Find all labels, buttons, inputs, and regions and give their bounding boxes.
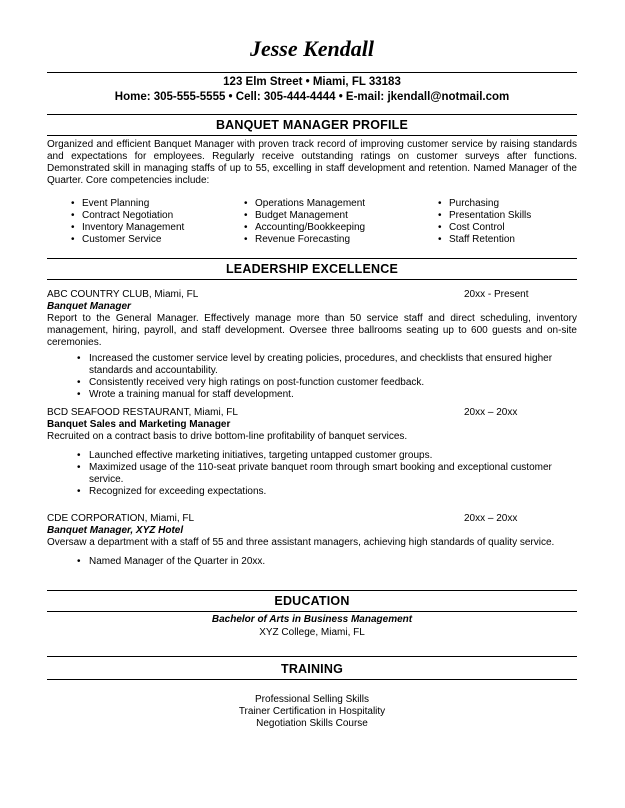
experience-heading: LEADERSHIP EXCELLENCE xyxy=(225,262,399,276)
experience-top-rule xyxy=(47,258,577,259)
job-position: Banquet Sales and Marketing Manager xyxy=(47,419,231,430)
header-divider xyxy=(47,72,577,73)
list-item: • Wrote a training manual for staff development. xyxy=(77,389,572,401)
profile-summary: Organized and efficient Banquet Manager with proven track record of improving customer service by raising standards and expectations for employees. Regularly receive outstanding ratings on customer surveys after functions. Demonstrated skill in managing staffs of up to 55, excelling in staff development and retention. Named Manager of the Quarter. Core competencies include: xyxy=(47,139,577,186)
competency-item: • Operations Management xyxy=(242,198,365,210)
training-item: Negotiation Skills Course xyxy=(256,718,368,729)
profile-heading: BANQUET MANAGER PROFILE xyxy=(215,118,409,132)
competency-item: • Presentation Skills xyxy=(436,210,531,222)
competency-column-2 xyxy=(242,198,365,246)
education-top-rule xyxy=(47,590,577,591)
list-item: • Maximized usage of the 110-seat private banquet room through smart booking and exceptional customer service. xyxy=(77,462,572,486)
job-dates: 20xx - Present xyxy=(464,289,529,300)
job-description: Oversaw a department with a staff of 55 and three assistant managers, achieving high standards of quality service. xyxy=(47,537,555,548)
competency-item: • Budget Management xyxy=(242,210,365,222)
job-employer: CDE CORPORATION, Miami, FL xyxy=(47,513,195,524)
address-line: 123 Elm Street • Miami, FL 33183 xyxy=(223,76,401,88)
competency-item: • Contract Negotiation xyxy=(69,210,184,222)
competency-column-1 xyxy=(69,198,184,246)
list-item: • Increased the customer service level by creating policies, procedures, and checklists that ensured higher standards and accountability. xyxy=(77,353,572,377)
list-item: • Consistently received very high ratings on post-function customer feedback. xyxy=(77,377,572,389)
profile-bottom-rule xyxy=(47,135,577,136)
candidate-name: Jesse Kendall xyxy=(249,36,375,61)
job-header xyxy=(47,289,577,301)
job-header xyxy=(47,407,577,419)
competency-item: • Event Planning xyxy=(69,198,184,210)
competency-item: • Customer Service xyxy=(69,234,184,246)
list-item: • Recognized for exceeding expectations. xyxy=(77,486,572,498)
contact-line: Home: 305-555-5555 • Cell: 305-444-4444 • E-mail: jkendall@notmail.com xyxy=(114,91,510,103)
job-position: Banquet Manager, XYZ Hotel xyxy=(47,525,184,536)
job-bullets xyxy=(77,450,572,498)
competency-item: • Accounting/Bookkeeping xyxy=(242,222,365,234)
job-bullets xyxy=(77,556,572,568)
training-top-rule xyxy=(47,656,577,657)
job-description: Recruited on a contract basis to drive bottom-line profitability of banquet services. xyxy=(47,431,408,442)
job-header xyxy=(47,513,577,525)
training-item: Trainer Certification in Hospitality xyxy=(238,706,386,717)
training-item: Professional Selling Skills xyxy=(255,694,369,705)
education-bottom-rule xyxy=(47,611,577,612)
experience-bottom-rule xyxy=(47,279,577,280)
job-description: Report to the General Manager. Effectively manage more than 50 service staff and direct scheduling, inventory management, hiring, payroll, and staff development. Oversee three ballrooms seating up to 600 guests and on-site ceremonies. xyxy=(47,313,577,348)
competency-item: • Inventory Management xyxy=(69,222,184,234)
list-item: • Launched effective marketing initiatives, targeting untapped customer groups. xyxy=(77,450,572,462)
profile-top-rule xyxy=(47,114,577,115)
education-heading: EDUCATION xyxy=(274,594,350,608)
competency-item: • Revenue Forecasting xyxy=(242,234,365,246)
education-school: XYZ College, Miami, FL xyxy=(259,627,365,638)
job-bullets xyxy=(77,353,572,401)
job-employer: BCD SEAFOOD RESTAURANT, Miami, FL xyxy=(47,407,238,418)
job-position: Banquet Manager xyxy=(47,301,131,312)
job-dates: 20xx – 20xx xyxy=(464,513,518,524)
training-heading: TRAINING xyxy=(280,662,343,676)
job-dates: 20xx – 20xx xyxy=(464,407,518,418)
education-degree: Bachelor of Arts in Business Management xyxy=(211,614,413,625)
training-bottom-rule xyxy=(47,679,577,680)
list-item: • Named Manager of the Quarter in 20xx. xyxy=(77,556,572,568)
competency-column-3 xyxy=(436,198,531,246)
competency-item: • Purchasing xyxy=(436,198,531,210)
competency-item: • Cost Control xyxy=(436,222,531,234)
job-employer: ABC COUNTRY CLUB, Miami, FL xyxy=(47,289,199,300)
competency-item: • Staff Retention xyxy=(436,234,531,246)
